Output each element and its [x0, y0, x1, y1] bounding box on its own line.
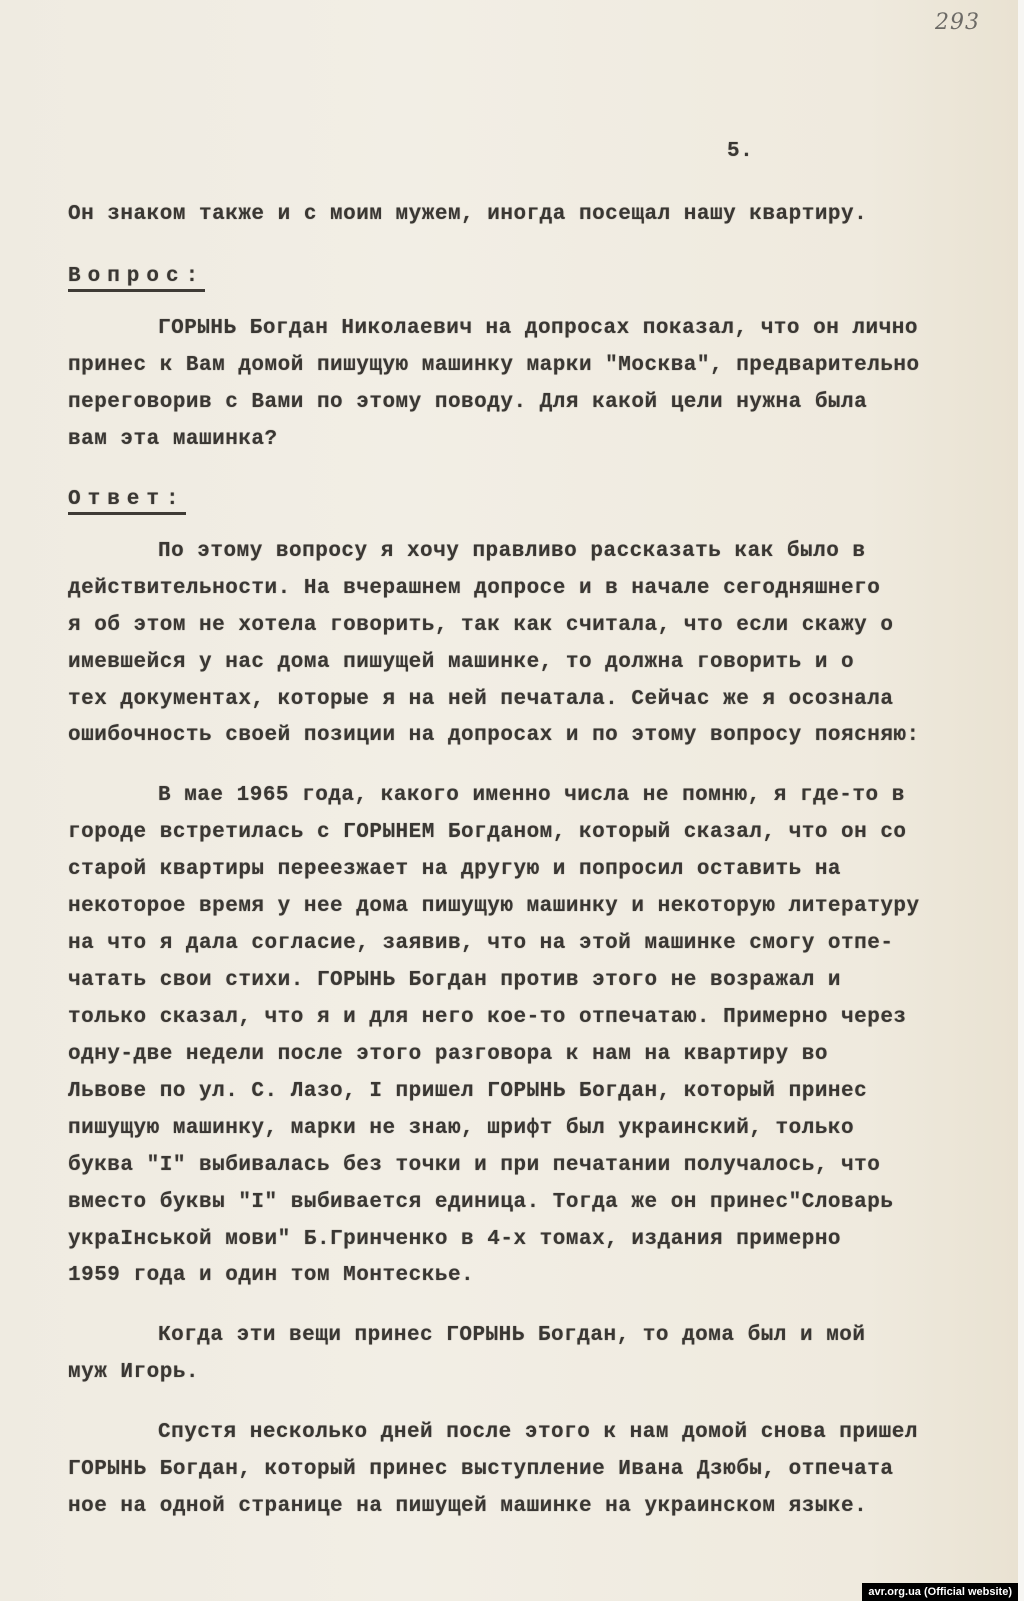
- answer-line: буква "I" выбивалась без точки и при печатании получалось, что: [68, 1154, 881, 1177]
- answer-line: тех документах, которые я на ней печатала. Сейчас же я осознала: [68, 688, 894, 711]
- answer-line: имевшейся у нас дома пишущей машинке, то должна говорить и о: [68, 651, 855, 674]
- answer-line: одну-две недели после этого разговора к нам на квартиру во: [68, 1043, 828, 1066]
- question-line: переговорив с Вами по этому поводу. Для какой цели нужна была: [68, 391, 868, 414]
- page-number: 5.: [727, 140, 754, 163]
- question-line: ГОРЫНЬ Богдан Николаевич на допросах показал, что он лично: [158, 317, 918, 340]
- answer-line: на что я дала согласие, заявив, что на этой машинке смогу отпе-: [68, 932, 894, 955]
- answer-line: украIнськой мови" Б.Гринченко в 4-х томах, издания примерно: [68, 1228, 842, 1251]
- answer-line: 1959 года и один том Монтескье.: [68, 1264, 475, 1287]
- answer-line: Когда эти вещи принес ГОРЫНЬ Богдан, то дома был и мой: [158, 1324, 866, 1347]
- answer-heading: Ответ:: [68, 488, 186, 515]
- page-edge: [1018, 0, 1024, 1601]
- answer-line: только сказал, что я и для него кое-то отпечатаю. Примерно через: [68, 1006, 907, 1029]
- source-watermark: avr.org.ua (Official website): [862, 1583, 1018, 1601]
- answer-line: пишущую машинку, марки не знаю, шрифт был украинский, только: [68, 1117, 855, 1140]
- answer-line: Спустя несколько дней после этого к нам домой снова пришел: [158, 1421, 918, 1444]
- answer-line: старой квартиры переезжает на другую и попросил оставить на: [68, 858, 842, 881]
- intro-line: Он знаком также и с моим мужем, иногда посещал нашу квартиру.: [68, 203, 868, 226]
- answer-line: ГОРЫНЬ Богдан, который принес выступление Ивана Дзюбы, отпечата: [68, 1458, 894, 1481]
- question-line: принес к Вам домой пишущую машинку марки "Москва", предварительно: [68, 354, 920, 377]
- question-heading: Вопрос:: [68, 265, 205, 292]
- answer-line: некоторое время у нее дома пишущую машинку и некоторую литературу: [68, 895, 920, 918]
- answer-line: ное на одной странице на пишущей машинке на украинском языке.: [68, 1495, 868, 1518]
- answer-line: В мае 1965 года, какого именно числа не помню, я где-то в: [158, 784, 905, 807]
- answer-line: чатать свои стихи. ГОРЫНЬ Богдан против этого не возражал и: [68, 969, 842, 992]
- answer-line: ошибочность своей позиции на допросах и по этому вопросу поясняю:: [68, 724, 920, 747]
- answer-line: действительности. На вчерашнем допросе и в начале сегодняшнего: [68, 577, 881, 600]
- answer-line: городе встретилась с ГОРЫНЕМ Богданом, который сказал, что он со: [68, 821, 907, 844]
- question-line: вам эта машинка?: [68, 428, 278, 451]
- archive-page-number: 293: [935, 10, 980, 35]
- answer-line: муж Игорь.: [68, 1361, 200, 1384]
- answer-line: я об этом не хотела говорить, так как считала, что если скажу о: [68, 614, 894, 637]
- answer-line: Львове по ул. С. Лазо, I пришел ГОРЫНЬ Богдан, который принес: [68, 1080, 868, 1103]
- answer-line: По этому вопросу я хочу правливо рассказать как было в: [158, 540, 866, 563]
- answer-line: вместо буквы "I" выбивается единица. Тогда же он принес"Словарь: [68, 1191, 894, 1214]
